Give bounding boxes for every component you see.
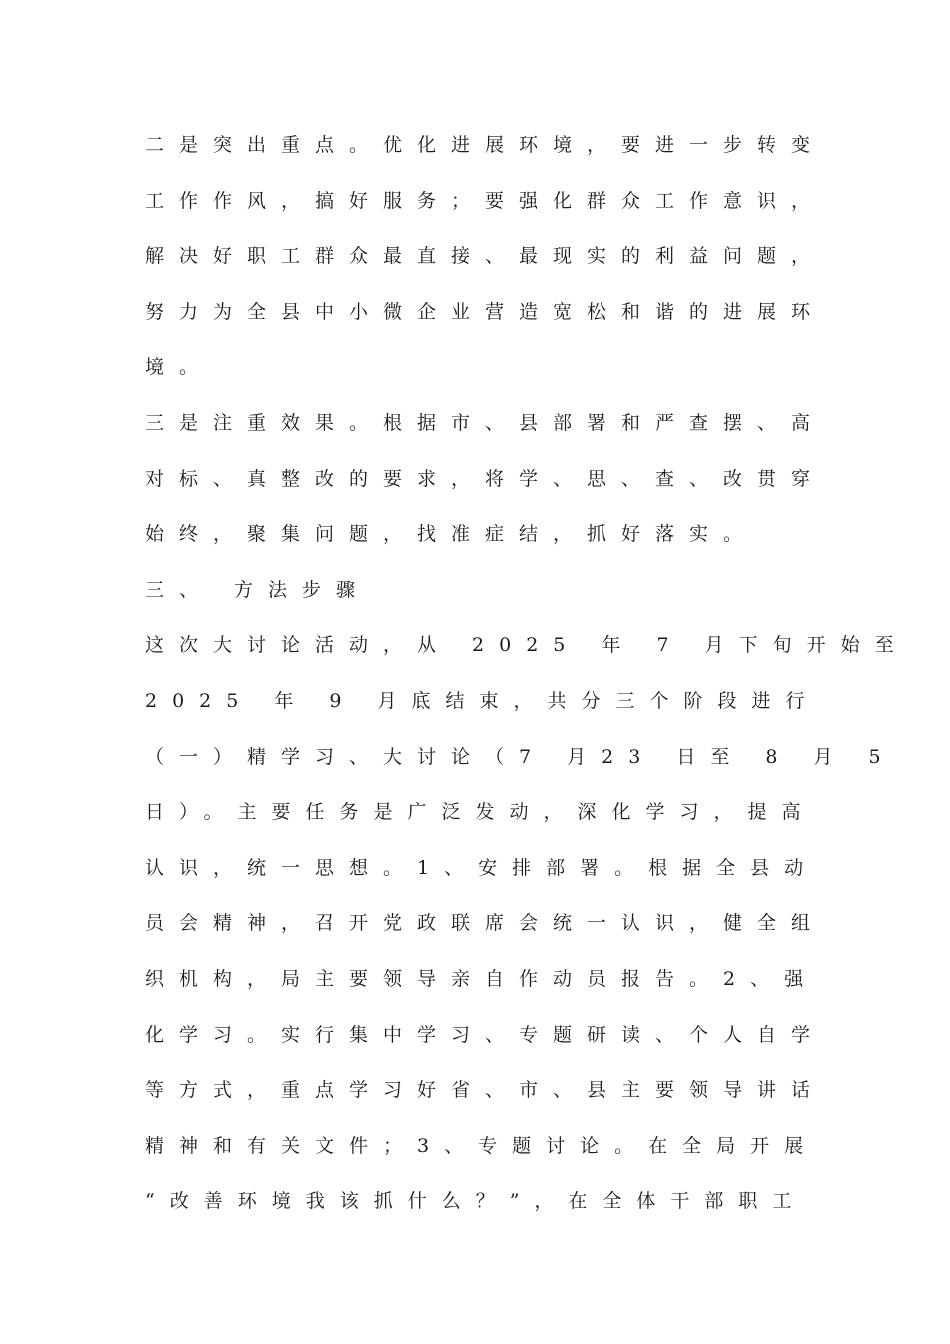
text-line-8: 始终，聚集问题，找准症结，抓好落实。 <box>145 523 758 546</box>
text-line-18: 等方式，重点学习好省、市、县主要领导讲话 <box>145 1079 826 1102</box>
text-line-4: 努力为全县中小微企业营造宽松和谐的进展环 <box>145 300 826 323</box>
text-line-15: 员会精神，召开党政联席会统一认识，健全组 <box>145 912 826 935</box>
text-line-16: 织机构，局主要领导亲自作动员报告。2、强 <box>145 967 819 990</box>
text-line-20: “改善环境我该抓什么？”，在全体干部职工 <box>145 1190 807 1213</box>
text-line-2: 工作作风，搞好服务；要强化群众工作意识， <box>145 189 826 212</box>
text-line-19: 精神和有关文件；3、专题讨论。在全局开展 <box>145 1134 819 1157</box>
text-line-17: 化学习。实行集中学习、专题研读、个人自学 <box>145 1023 826 1046</box>
text-line-13: 日）。主要任务是广泛发动，深化学习，提高 <box>145 801 816 824</box>
text-line-6: 三是注重效果。根据市、县部署和严查摆、高 <box>145 411 826 434</box>
text-line-3: 解决好职工群众最直接、最现实的利益问题， <box>145 245 826 268</box>
text-line-1: 二是突出重点。优化进展环境，要进一步转变 <box>145 134 826 156</box>
text-line-5: 境。 <box>145 356 214 379</box>
text-line-12: （一）精学习、大讨论（7 月23 日至 8 月 5 <box>145 745 896 768</box>
section-heading: 三、 方法步骤 <box>145 578 371 601</box>
body-text <box>145 126 909 1238</box>
text-line-14: 认识，统一思想。1、安排部署。根据全县动 <box>145 856 819 879</box>
text-line-10: 这次大讨论活动，从 2025 年 7 月下旬开始至 <box>145 634 909 657</box>
text-line-7: 对标、真整改的要求，将学、思、查、改贯穿 <box>145 467 826 490</box>
text-line-11: 2025 年 9 月底结束，共分三个阶段进行 <box>145 689 820 712</box>
